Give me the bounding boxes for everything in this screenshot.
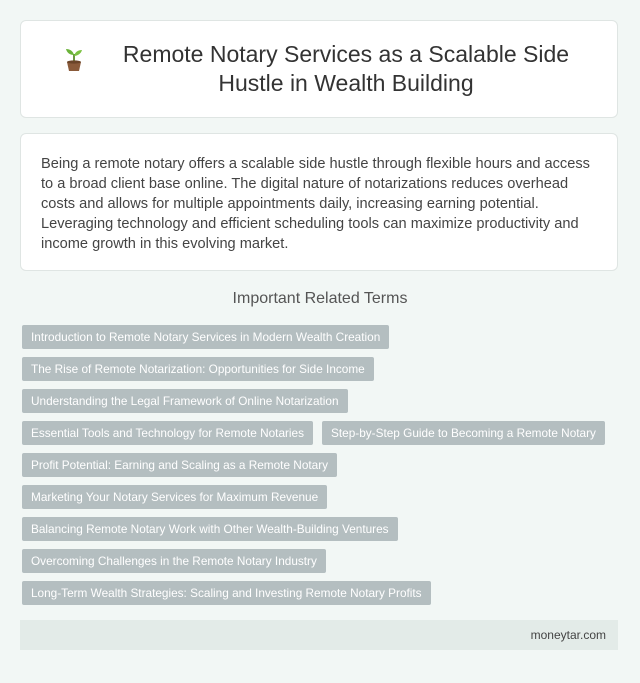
related-term-tag[interactable]: Long-Term Wealth Strategies: Scaling and Investing Remote Notary Profits — [22, 581, 431, 605]
related-term-tag[interactable]: Profit Potential: Earning and Scaling as a Remote Notary — [22, 453, 337, 477]
related-terms-heading: Important Related Terms — [232, 290, 408, 307]
footer-site-link[interactable]: moneytar.com — [530, 628, 606, 642]
related-term-tag[interactable]: Step-by-Step Guide to Becoming a Remote Notary — [322, 421, 605, 445]
related-term-tag[interactable]: Understanding the Legal Framework of Online Notarization — [22, 389, 348, 413]
title-row — [21, 40, 617, 98]
seedling-icon — [61, 46, 87, 72]
summary-card — [20, 133, 618, 271]
related-term-tag[interactable]: Essential Tools and Technology for Remote Notaries — [22, 421, 313, 445]
related-terms-list — [22, 325, 622, 605]
page-title: Remote Notary Services as a Scalable Side Hustle in Wealth Building — [122, 41, 570, 96]
related-term-tag[interactable]: Introduction to Remote Notary Services in Modern Wealth Creation — [22, 325, 389, 349]
related-term-tag[interactable]: Marketing Your Notary Services for Maximum Revenue — [22, 485, 327, 509]
summary-text: Being a remote notary offers a scalable side hustle through flexible hours and access to a broad client base online. The digital nature of notarizations reduces overhead costs and allows for multiple appointments daily, increasing earning potential. Leveraging technology and efficient scheduling tools can maximize productivity and income growth in this evolving market. — [41, 156, 590, 252]
related-term-tag[interactable]: The Rise of Remote Notarization: Opportunities for Side Income — [22, 357, 374, 381]
related-term-tag[interactable]: Balancing Remote Notary Work with Other Wealth-Building Ventures — [22, 517, 398, 541]
title-card — [20, 20, 618, 118]
footer-bar — [20, 620, 618, 650]
related-term-tag[interactable]: Overcoming Challenges in the Remote Notary Industry — [22, 549, 326, 573]
